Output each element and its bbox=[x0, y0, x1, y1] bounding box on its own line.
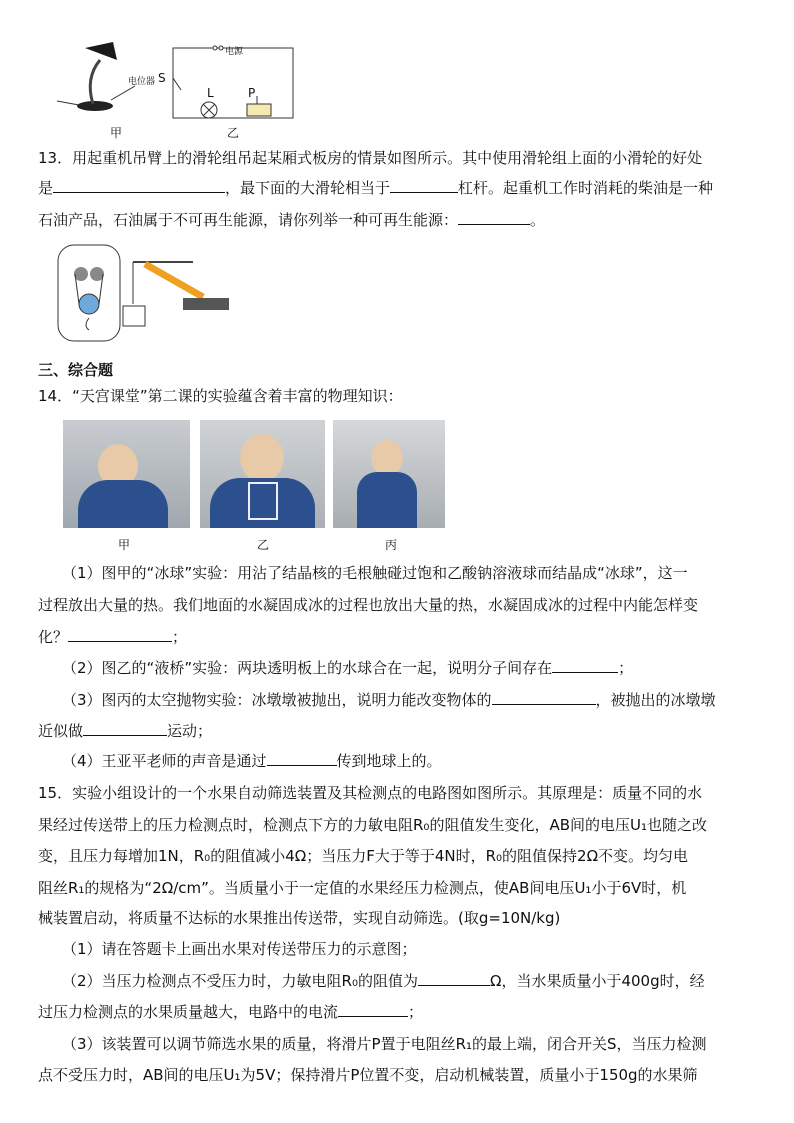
blank-pulley-benefit[interactable] bbox=[53, 178, 225, 193]
photo-a bbox=[63, 420, 190, 528]
blank-molecular-force[interactable] bbox=[552, 658, 618, 673]
figure-12 bbox=[55, 38, 295, 143]
label-potentiometer: 电位器 bbox=[128, 77, 156, 87]
q15-p2-line2: 过压力检测点的水果质量越大，电路中的电流 ； bbox=[38, 1003, 424, 1021]
q14-caption-c: 丙 bbox=[385, 538, 398, 552]
caption-b: 乙 bbox=[227, 126, 240, 140]
crane-figure bbox=[55, 242, 235, 347]
blank-motion-type[interactable] bbox=[83, 721, 167, 736]
q15-p3-line2: 点不受压力时，AB间的电压U₁为5V；保持滑片P位置不变，启动机械装置，质量小于150g的水果筛 bbox=[38, 1066, 698, 1084]
caption-a: 甲 bbox=[110, 126, 123, 140]
q14-p4: （4）王亚平老师的声音是通过 传到地球上的。 bbox=[62, 752, 442, 770]
q14-p1-line2: 过程放出大量的热。我们地面的水凝固成冰的过程也放出大量的热，水凝固成冰的过程中内能怎样变 bbox=[38, 596, 699, 614]
q13-line2: 是 ，最下面的大滑轮相当于 杠杆。起重机工作时消耗的柴油是一种 bbox=[38, 179, 714, 197]
blank-sound-medium[interactable] bbox=[267, 751, 337, 766]
q14-p2: （2）图乙的“液桥”实验：两块透明板上的水球合在一起，说明分子间存在 ； bbox=[62, 659, 634, 677]
label-s: S bbox=[158, 71, 166, 85]
q15-p2-line1: （2）当压力检测点不受压力时，力敏电阻R₀的阻值为 Ω，当水果质量小于400g时，经 bbox=[62, 972, 705, 990]
blank-renewable-energy[interactable] bbox=[458, 210, 530, 225]
photo-b bbox=[200, 420, 325, 528]
photo-c bbox=[333, 420, 445, 528]
label-p: P bbox=[248, 86, 256, 100]
q15-p1: （1）请在答题卡上画出水果对传送带压力的示意图； bbox=[62, 940, 417, 958]
q13-line3: 石油产品，石油属于不可再生能源，请你列举一种可再生能源： 。 bbox=[38, 211, 546, 229]
q14-p3-line2: 近似做 运动； bbox=[38, 722, 213, 740]
q15-line2: 果经过传送带上的压力检测点时，检测点下方的力敏电阻R₀的阻值发生变化，AB间的电压U₁也随之改 bbox=[38, 816, 707, 834]
blank-r0-resistance[interactable] bbox=[418, 971, 490, 986]
q14-p1-line3: 化？ ； bbox=[38, 628, 188, 646]
q14-caption-a: 甲 bbox=[118, 538, 131, 552]
label-l: L bbox=[207, 86, 214, 100]
blank-internal-energy[interactable] bbox=[68, 627, 172, 642]
blank-lever-type[interactable] bbox=[390, 178, 458, 193]
q14-p3-line1: （3）图丙的太空抛物实验：冰墩墩被抛出，说明力能改变物体的 ，被抛出的冰墩墩 bbox=[62, 691, 716, 709]
q15-line3: 变，且压力每增加1N，R₀的阻值减小4Ω；当压力F大于等于4N时，R₀的阻值保持2Ω不变。均匀电 bbox=[38, 847, 689, 865]
q14-p1-line1: （1）图甲的“冰球”实验：用沾了结晶核的毛根触碰过饱和乙酸钠溶液球而结晶成“冰球”，这一 bbox=[62, 564, 688, 582]
blank-current-change[interactable] bbox=[338, 1002, 408, 1017]
blank-motion-state[interactable] bbox=[492, 690, 596, 705]
q15-line4: 阻丝R₁的规格为“2Ω/cm”。当质量小于一定值的水果经压力检测点，使AB间电压U₁小于6V时，机 bbox=[38, 879, 687, 897]
q15-line5: 械装置启动，将质量不达标的水果推出传送带，实现自动筛选。(取g=10N/kg) bbox=[38, 909, 561, 927]
q14-title: 14．“天宫课堂”第二课的实验蕴含着丰富的物理知识： bbox=[38, 387, 403, 405]
q13-line1: 13．用起重机吊臂上的滑轮组吊起某厢式板房的情景如图所示。其中使用滑轮组上面的小滑轮的好处 bbox=[38, 149, 703, 167]
label-power: 电源 bbox=[225, 47, 244, 57]
section-heading: 三、综合题 bbox=[38, 361, 114, 379]
q15-p3-line1: （3）该装置可以调节筛选水果的质量，将滑片P置于电阻丝R₁的最上端，闭合开关S，当压力检测 bbox=[62, 1035, 707, 1053]
q15-line1: 15．实验小组设计的一个水果自动筛选装置及其检测点的电路图如图所示。其原理是：质量不同的水 bbox=[38, 784, 703, 802]
q14-caption-b: 乙 bbox=[257, 538, 270, 552]
